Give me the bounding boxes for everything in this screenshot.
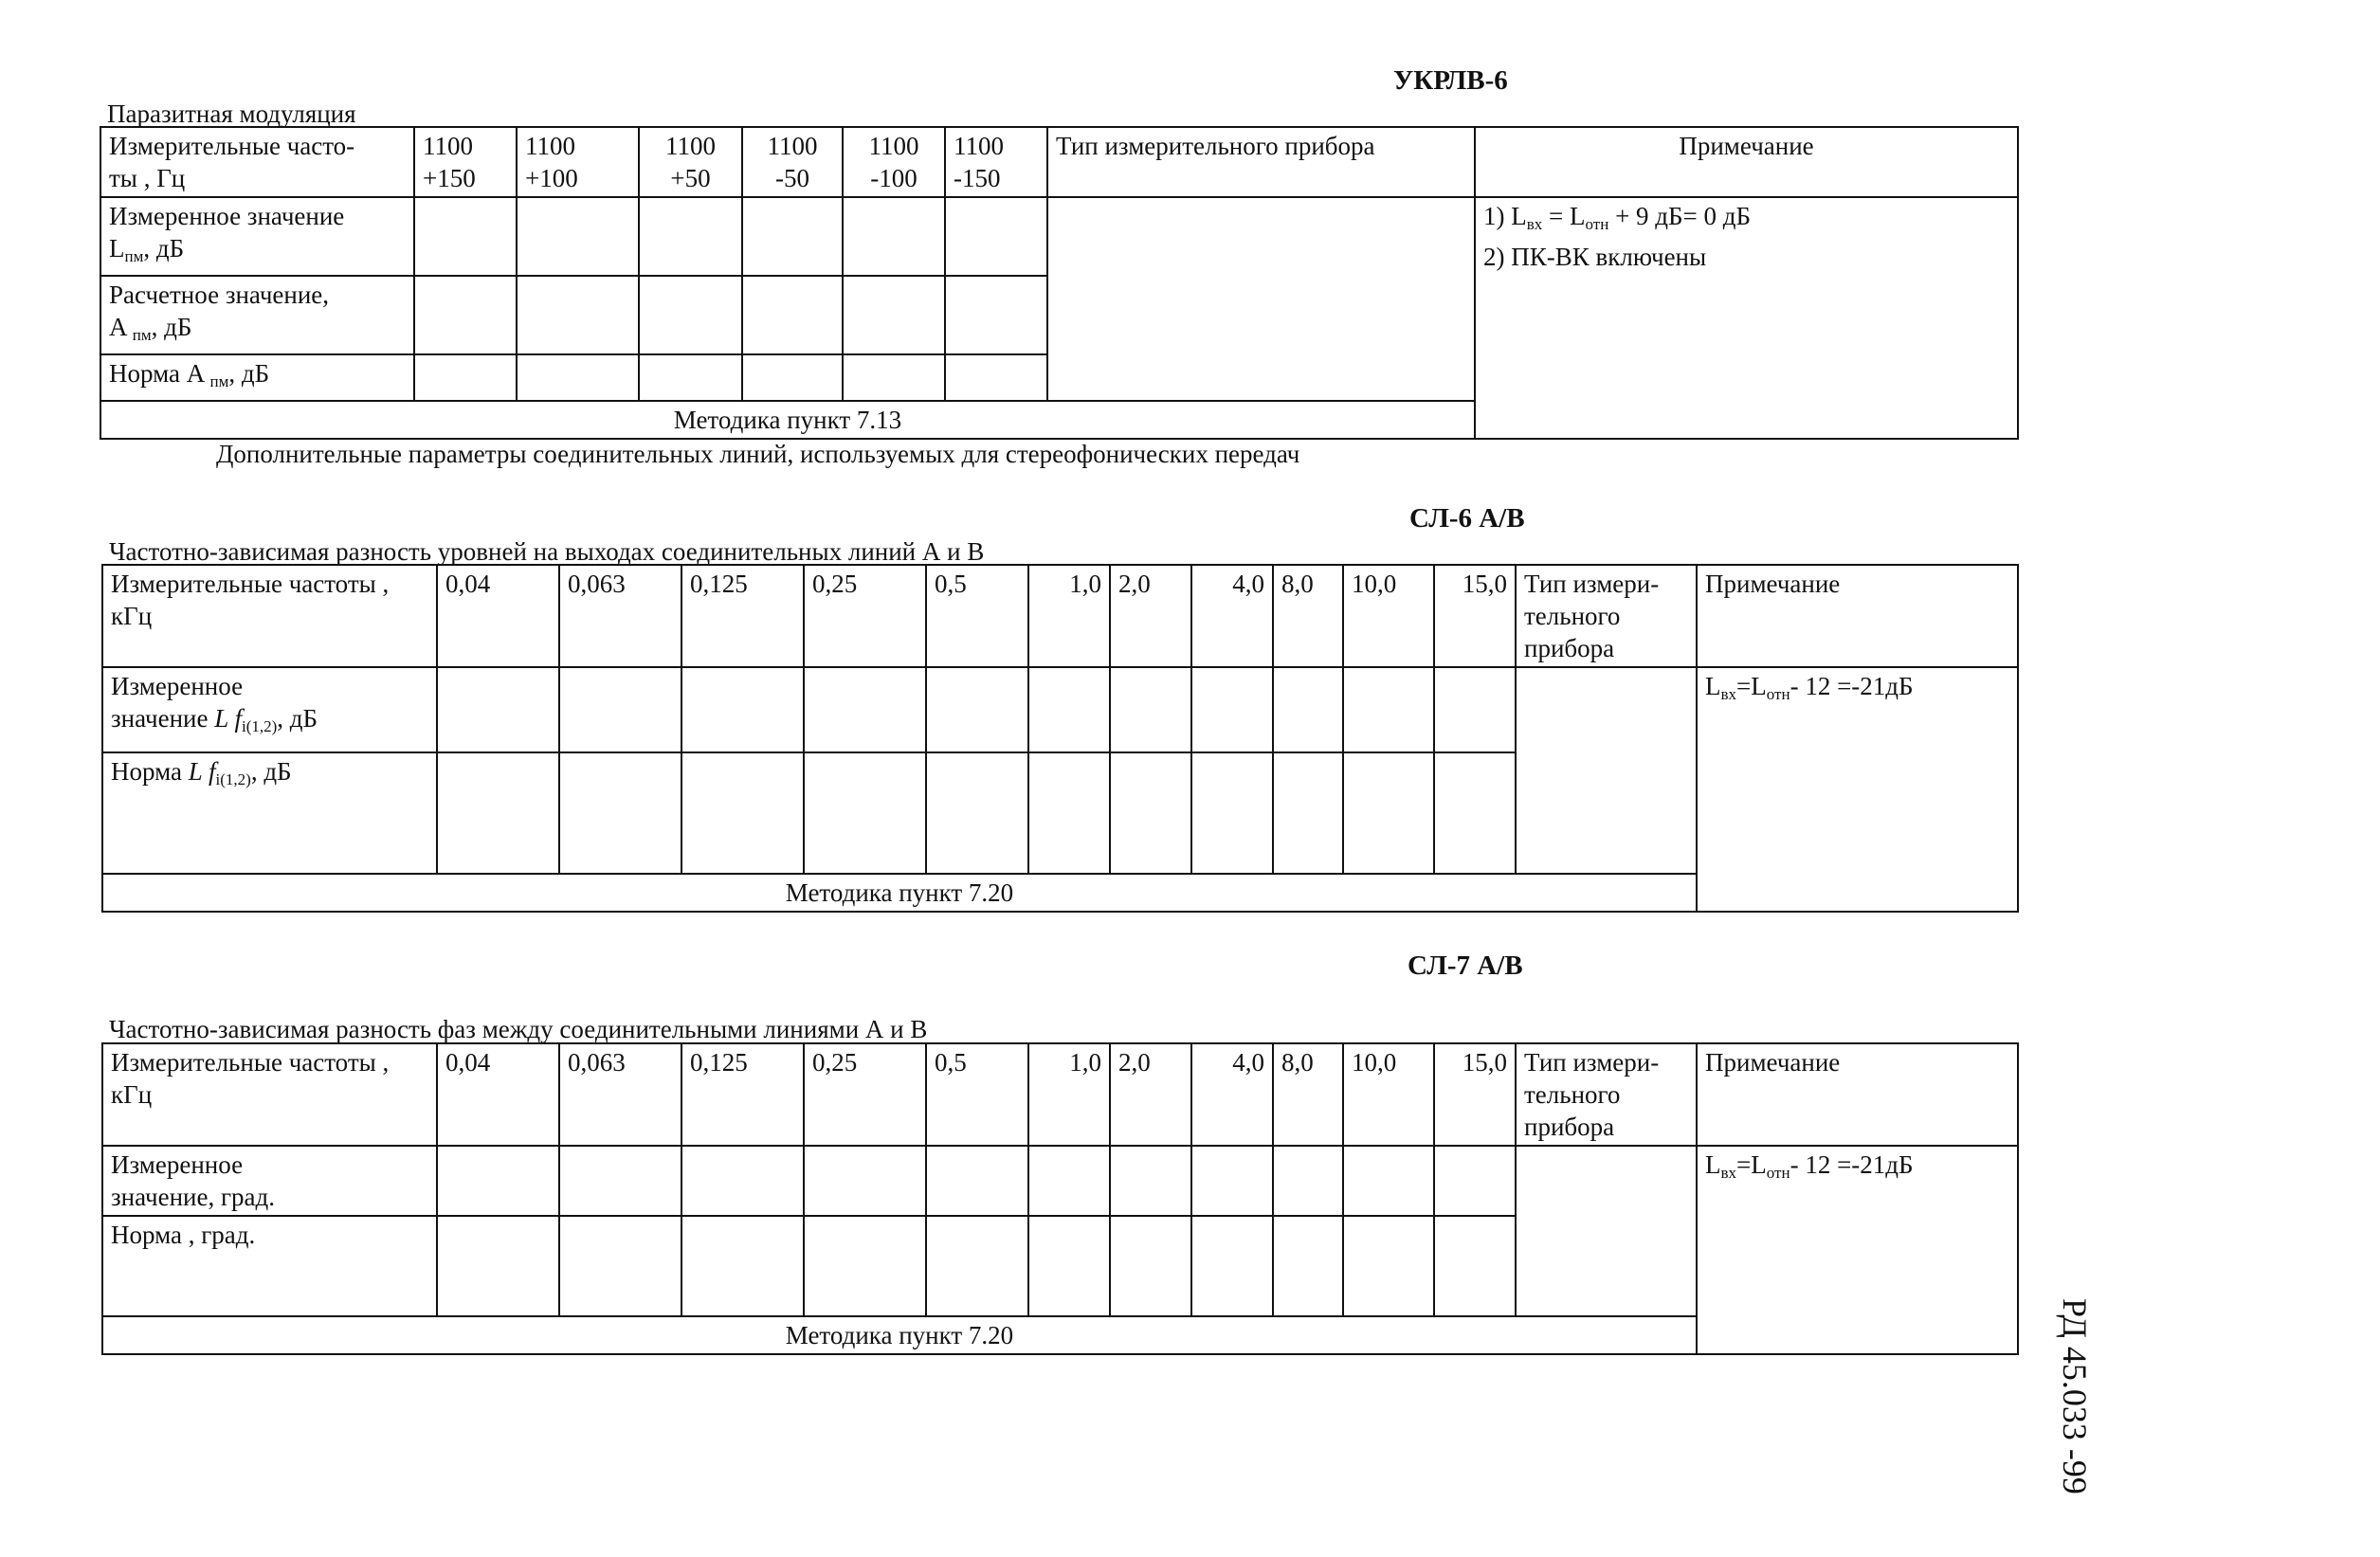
value-cell bbox=[926, 667, 1028, 752]
value-cell bbox=[804, 752, 926, 874]
value-cell bbox=[843, 197, 945, 276]
doc-header-code: УКРЛВ-6 bbox=[1393, 65, 1508, 96]
value-cell bbox=[639, 197, 742, 276]
value-cell bbox=[414, 276, 517, 354]
freq-cell: 0,04 bbox=[437, 565, 559, 667]
freq-label: Измерительные частоты , кГц bbox=[102, 1043, 437, 1146]
device-type-header: Тип измери- тельного прибора bbox=[1516, 1043, 1697, 1146]
calculated-row-label: Расчетное значение, A $_{пм}$, дБ bbox=[100, 276, 414, 354]
document-code-vertical: РД 45.033 -99 bbox=[2056, 1298, 2094, 1494]
value-cell bbox=[1191, 752, 1273, 874]
norm-row-label: Норма , град. bbox=[102, 1216, 437, 1316]
freq-cell: 1,0 bbox=[1028, 1043, 1110, 1146]
freq-cell: 15,0 bbox=[1434, 565, 1516, 667]
value-cell bbox=[945, 276, 1047, 354]
note-header: Примечание bbox=[1697, 1043, 2018, 1146]
freq-cell: 1100 +50 bbox=[639, 127, 742, 197]
value-cell bbox=[639, 276, 742, 354]
value-cell bbox=[559, 752, 681, 874]
note-cell: 1) $L_{вх} = L_{отн} + 9$ дБ= 0 дБ 2) ПК-ВК включены bbox=[1475, 197, 2018, 439]
value-cell bbox=[1110, 667, 1191, 752]
value-cell bbox=[1191, 667, 1273, 752]
value-cell bbox=[681, 667, 804, 752]
freq-cell: 0,125 bbox=[681, 565, 804, 667]
measured-row-label: Измеренное значение $L_{пм}$, дБ bbox=[100, 197, 414, 276]
freq-cell: 2,0 bbox=[1110, 1043, 1191, 1146]
value-cell bbox=[843, 276, 945, 354]
freq-cell: 10,0 bbox=[1343, 1043, 1434, 1146]
freq-cell: 0,125 bbox=[681, 1043, 804, 1146]
value-cell bbox=[414, 354, 517, 401]
freq-cell: 1100 -100 bbox=[843, 127, 945, 197]
freq-cell: 15,0 bbox=[1434, 1043, 1516, 1146]
note-header: Примечание bbox=[1697, 565, 2018, 667]
value-cell bbox=[1273, 1146, 1343, 1216]
device-type-header: Тип измерительного прибора bbox=[1047, 127, 1475, 197]
phase-difference-table bbox=[101, 1042, 2019, 1355]
table2-title: Частотно-зависимая разность уровней на выходах соединительных линий А и В bbox=[109, 537, 985, 566]
freq-cell: 1100 +150 bbox=[414, 127, 517, 197]
device-type-cell bbox=[1516, 1146, 1697, 1316]
value-cell bbox=[1028, 1216, 1110, 1316]
value-cell bbox=[1273, 667, 1343, 752]
freq-cell: 8,0 bbox=[1273, 565, 1343, 667]
value-cell bbox=[945, 197, 1047, 276]
value-cell bbox=[926, 1146, 1028, 1216]
value-cell bbox=[742, 276, 843, 354]
freq-label: Измерительные частоты , кГц bbox=[102, 565, 437, 667]
value-cell bbox=[1343, 1216, 1434, 1316]
table3-title: Частотно-зависимая разность фаз между соединительными линиями А и В bbox=[109, 1015, 928, 1043]
freq-cell: 0,5 bbox=[926, 1043, 1028, 1146]
value-cell bbox=[559, 1216, 681, 1316]
value-cell bbox=[742, 354, 843, 401]
value-cell bbox=[681, 752, 804, 874]
value-cell bbox=[414, 197, 517, 276]
value-cell bbox=[559, 667, 681, 752]
measured-row-label: Измеренное значение L $f_{i(1,2)}$, дБ bbox=[102, 667, 437, 752]
value-cell bbox=[1191, 1216, 1273, 1316]
value-cell bbox=[681, 1146, 804, 1216]
method-reference: Методика пункт 7.13 bbox=[100, 401, 1475, 439]
value-cell bbox=[559, 1146, 681, 1216]
value-cell bbox=[1434, 667, 1516, 752]
freq-cell: 1100 -50 bbox=[742, 127, 843, 197]
value-cell bbox=[1343, 1146, 1434, 1216]
freq-cell: 0,063 bbox=[559, 1043, 681, 1146]
value-cell bbox=[742, 197, 843, 276]
value-cell bbox=[926, 752, 1028, 874]
value-cell bbox=[437, 1146, 559, 1216]
value-cell bbox=[517, 276, 639, 354]
value-cell bbox=[437, 752, 559, 874]
freq-cell: 4,0 bbox=[1191, 1043, 1273, 1146]
value-cell bbox=[1028, 667, 1110, 752]
freq-label: Измерительные часто- ты , Гц bbox=[100, 127, 414, 197]
freq-cell: 4,0 bbox=[1191, 565, 1273, 667]
value-cell bbox=[1110, 1146, 1191, 1216]
table2-code: СЛ-6 А/В bbox=[1409, 503, 1525, 534]
value-cell bbox=[1028, 752, 1110, 874]
method-reference: Методика пункт 7.20 bbox=[102, 1316, 1697, 1354]
device-type-cell bbox=[1516, 667, 1697, 874]
value-cell bbox=[1191, 1146, 1273, 1216]
freq-cell: 0,04 bbox=[437, 1043, 559, 1146]
value-cell bbox=[804, 1216, 926, 1316]
freq-cell: 0,5 bbox=[926, 565, 1028, 667]
measured-row-label: Измеренное значение, град. bbox=[102, 1146, 437, 1216]
value-cell bbox=[926, 1216, 1028, 1316]
level-difference-table bbox=[101, 564, 2019, 913]
freq-cell: 0,25 bbox=[804, 1043, 926, 1146]
section-title: Дополнительные параметры соединительных линий, используемых для стереофонических передач bbox=[216, 440, 1300, 468]
value-cell bbox=[945, 354, 1047, 401]
value-cell bbox=[639, 354, 742, 401]
value-cell bbox=[804, 667, 926, 752]
value-cell bbox=[1273, 752, 1343, 874]
table3-code: СЛ-7 А/В bbox=[1408, 950, 1523, 981]
freq-cell: 1100 +100 bbox=[517, 127, 639, 197]
freq-cell: 0,25 bbox=[804, 565, 926, 667]
value-cell bbox=[517, 354, 639, 401]
value-cell bbox=[1343, 667, 1434, 752]
freq-cell: 2,0 bbox=[1110, 565, 1191, 667]
value-cell bbox=[1028, 1146, 1110, 1216]
table1-title: Паразитная модуляция bbox=[107, 100, 356, 128]
value-cell bbox=[681, 1216, 804, 1316]
note-header: Примечание bbox=[1475, 127, 2018, 197]
value-cell bbox=[1343, 752, 1434, 874]
freq-cell: 1,0 bbox=[1028, 565, 1110, 667]
value-cell bbox=[1434, 1216, 1516, 1316]
value-cell bbox=[1434, 1146, 1516, 1216]
freq-cell: 1100 -150 bbox=[945, 127, 1047, 197]
note-cell: $L_{вх}=L_{отн}-$ 12 =-21дБ bbox=[1697, 667, 2018, 912]
note-cell: $L_{вх}=L_{отн}-$ 12 =-21дБ bbox=[1697, 1146, 2018, 1354]
device-type-header: Тип измери- тельного прибора bbox=[1516, 565, 1697, 667]
freq-cell: 8,0 bbox=[1273, 1043, 1343, 1146]
value-cell bbox=[1434, 752, 1516, 874]
norm-row-label: Норма A $_{пм}$, дБ bbox=[100, 354, 414, 401]
value-cell bbox=[437, 667, 559, 752]
freq-cell: 0,063 bbox=[559, 565, 681, 667]
value-cell bbox=[804, 1146, 926, 1216]
value-cell bbox=[517, 197, 639, 276]
value-cell bbox=[1110, 1216, 1191, 1316]
value-cell bbox=[1110, 752, 1191, 874]
value-cell bbox=[843, 354, 945, 401]
value-cell bbox=[437, 1216, 559, 1316]
parasitic-modulation-table bbox=[100, 126, 2019, 440]
norm-row-label: Норма L $f_{i(1,2)}$, дБ bbox=[102, 752, 437, 874]
value-cell bbox=[1273, 1216, 1343, 1316]
method-reference: Методика пункт 7.20 bbox=[102, 874, 1697, 912]
freq-cell: 10,0 bbox=[1343, 565, 1434, 667]
device-type-cell bbox=[1047, 197, 1475, 401]
